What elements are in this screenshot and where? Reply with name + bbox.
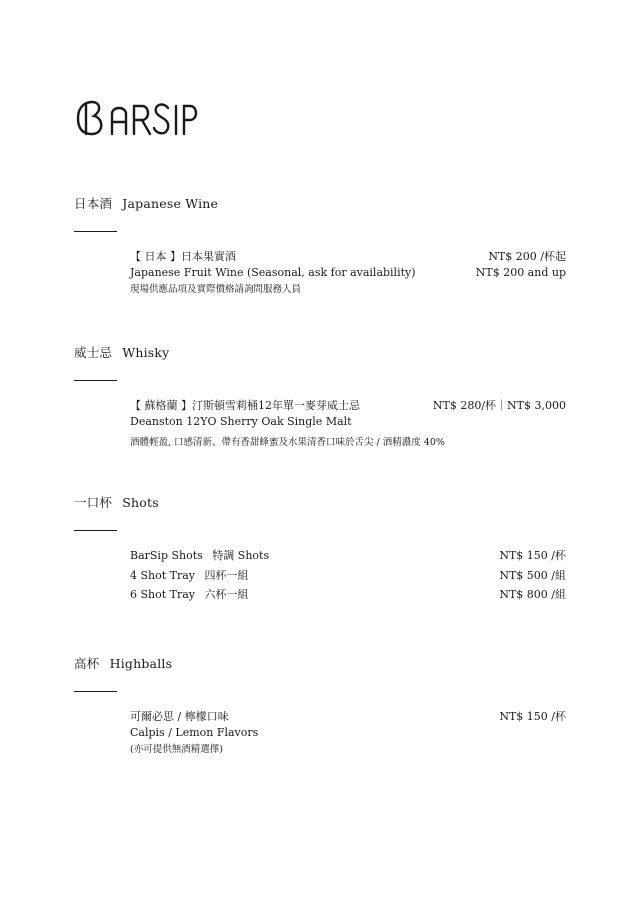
menu-item-row <box>130 709 566 725</box>
section-highballs <box>74 654 566 758</box>
menu-item-row <box>130 265 566 281</box>
item-name-zh: 四杯一組 <box>204 568 249 582</box>
item-list <box>130 709 566 758</box>
section-divider <box>74 231 117 232</box>
menu-item-row <box>130 249 566 265</box>
section-title-en: Shots <box>122 495 159 510</box>
section-title <box>74 654 566 672</box>
item-name-en: BarSip Shots <box>130 549 203 562</box>
item-price: NT$ 200 and up <box>475 266 566 279</box>
section-title-en: Whisky <box>122 345 170 360</box>
menu-item-row <box>130 398 566 414</box>
item-price: NT$ 200 /杯起 <box>488 250 566 263</box>
item-name: 可爾必思 / 檸檬口味 <box>130 710 229 723</box>
menu-item-row <box>130 566 566 586</box>
item-note: 酒體輕盈, 口感清新、帶有香甜蜂蜜及水果清香口味於舌尖 / 酒精濃度 40% <box>130 437 445 448</box>
section-divider <box>74 691 117 692</box>
section-title-en: Japanese Wine <box>122 196 219 211</box>
section-divider <box>74 380 117 381</box>
section-title-zh: 日本酒 <box>74 196 113 211</box>
section-title <box>74 493 566 511</box>
item-note: (亦可提供無酒精選擇) <box>130 744 223 755</box>
brand-logo <box>74 98 198 138</box>
item-price: NT$ 150 /杯 <box>499 549 566 562</box>
section-japanese-wine <box>74 194 566 298</box>
item-name-en: 4 Shot Tray <box>130 568 196 582</box>
section-whisky <box>74 343 566 451</box>
item-name: Calpis / Lemon Flavors <box>130 726 259 739</box>
section-shots <box>74 493 566 605</box>
item-name: Deanston 12YO Sherry Oak Single Malt <box>130 415 352 428</box>
section-title-en: Highballs <box>109 656 173 671</box>
section-title-zh: 一口杯 <box>74 495 113 510</box>
section-title <box>74 343 566 361</box>
item-price: NT$ 800 /組 <box>499 588 566 601</box>
menu-item-row <box>130 546 566 566</box>
section-title-zh: 威士忌 <box>74 345 113 360</box>
barsip-logo-icon <box>74 98 198 138</box>
item-name-zh: 特調 Shots <box>212 549 270 562</box>
item-note: 現場供應品項及實際價格請詢問服務人員 <box>130 284 302 295</box>
section-divider <box>74 530 117 531</box>
section-title <box>74 194 566 212</box>
item-name-zh: 六杯一組 <box>204 588 249 601</box>
item-list <box>130 398 566 451</box>
menu-item-row <box>130 585 566 605</box>
item-price: NT$ 500 /組 <box>499 568 566 582</box>
item-name: Japanese Fruit Wine (Seasonal, ask for availability) <box>130 266 416 279</box>
item-name-en: 6 Shot Tray <box>130 588 196 601</box>
item-name: 【 日本 】日本果實酒 <box>130 250 236 263</box>
item-list <box>130 249 566 298</box>
menu-item-row <box>130 725 566 741</box>
item-name: 【 蘇格蘭 】汀斯頓雪莉桶12年單一麥芽威士忌 <box>130 399 360 412</box>
item-price: NT$ 150 /杯 <box>499 710 566 723</box>
item-list <box>130 546 566 605</box>
menu-item-row <box>130 414 566 430</box>
item-price: NT$ 280/杯｜NT$ 3,000 <box>432 399 566 412</box>
section-title-zh: 高杯 <box>74 656 100 671</box>
